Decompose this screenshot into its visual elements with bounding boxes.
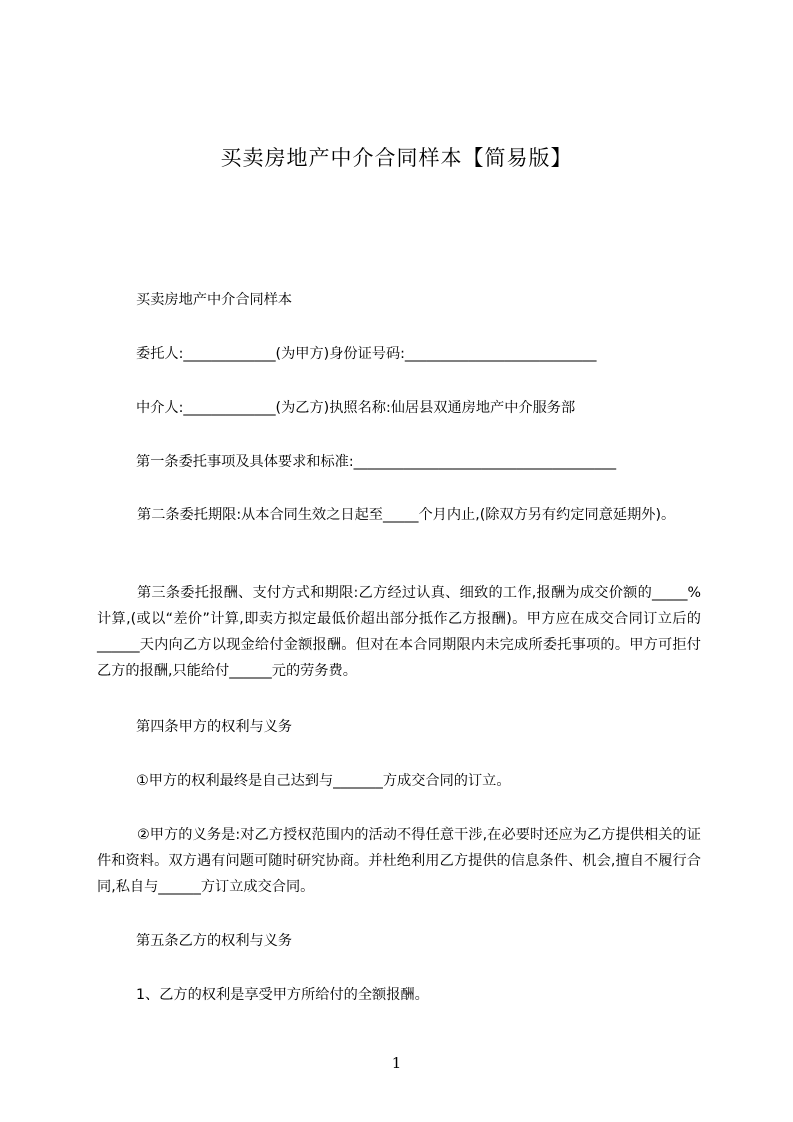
paragraph-article-1: 第一条委托事项及具体要求和标准:_____________________________________ <box>136 454 617 470</box>
paragraph-party-a-obligations: ②甲方的义务是:对乙方授权范围内的活动不得任意干涉,在必要时还应为乙方提供相关的证件和资料。双方遇有问题可随时研究协商。并杜绝利用乙方提供的信息条件、机会,擅自不履行合同,私自与______方订立成交合同。 <box>97 827 701 895</box>
paragraph-article-2: 第二条委托期限:从本合同生效之日起至_____个月内止,(除双方另有约定同意延期外)。 <box>137 507 676 523</box>
paragraph-article-4-heading: 第四条甲方的权利与义务 <box>136 719 293 735</box>
document-title: 买卖房地产中介合同样本【简易版】 <box>220 146 573 170</box>
paragraph-intermediary: 中介人:_____________(为乙方)执照名称:仙居县双通房地产中介服务部 <box>136 400 576 416</box>
paragraph-party-b-rights: 1、乙方的权利是享受甲方所给付的全额报酬。 <box>136 987 429 1003</box>
page-number: 1 <box>391 1054 402 1072</box>
paragraph-principal: 委托人:_____________(为甲方)身份证号码:___________________________ <box>136 346 597 362</box>
paragraph-party-a-rights: ①甲方的权利最终是自己达到与_______方成交合同的订立。 <box>136 773 511 789</box>
paragraph-article-3: 第三条委托报酬、支付方式和期限:乙方经过认真、细致的工作,报酬为成交价额的_____%计算,(或以“差价”计算,即卖方拟定最低价超出部分抵作乙方报酬)。甲方应在成交合同订立后的______天内向乙方以现金给付金额报酬。但对在本合同期限内未完成所委托事项的。甲方可拒付乙方的报酬,只能给付______元的劳务费。 <box>97 585 701 679</box>
paragraph-subtitle: 买卖房地产中介合同样本 <box>136 292 293 308</box>
paragraph-article-5-heading: 第五条乙方的权利与义务 <box>136 933 293 949</box>
